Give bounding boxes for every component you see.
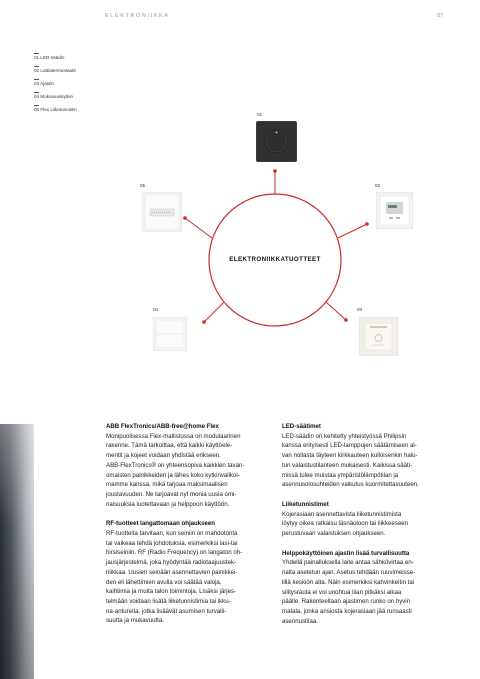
body-line: Monipuolisessa Flex-mallistossa on modulaarinen bbox=[106, 432, 241, 440]
spoke-dot-05 bbox=[183, 216, 187, 220]
body-line: löytyy oikea ratkaisu läsnäoloon tai liikkeeseen bbox=[282, 520, 409, 528]
index-item: 01 LED-säädin bbox=[34, 55, 65, 60]
body-line: nalta asetetun ajan. Asetus tehdään ruuvimeisse- bbox=[282, 569, 416, 577]
section-title: ELEKTRONIIKKA bbox=[105, 13, 170, 19]
body-line: matala, jonka ansiosta kojerasiaan jää runsaasti bbox=[282, 607, 412, 615]
comfort-switch-icon bbox=[153, 317, 187, 351]
body-line: päälle. Rakenteeltaan ajastimen runko on hyvin bbox=[282, 598, 411, 606]
body-line: kanssa erityisesti LED-lamppujen säätämiseen al- bbox=[282, 442, 417, 450]
spoke-03 bbox=[326, 302, 346, 320]
body-line: ABB-FlexTronics® on yhteensopiva kaikkien tavan- bbox=[106, 461, 245, 469]
body-line: Yhdellä painalluksella laite antaa sähkövirtaa en- bbox=[282, 559, 414, 567]
body-line: jausjärjestelmä, joka hyödyntää radiotaajuustek- bbox=[106, 559, 237, 567]
body-line: mamme kanssa, mikä tarjoaa maksimaalisen bbox=[106, 481, 228, 489]
body-line: RF-tuotteita tarvitaan, kun seiniin on mahdotonta bbox=[106, 530, 238, 538]
section-heading: Liiketunnistimet bbox=[282, 500, 329, 508]
body-line: lillä keskiön alta. Näin esimerkiksi kahvinkeitin tai bbox=[282, 578, 415, 586]
interior-photo-strip bbox=[0, 424, 34, 679]
index-item: 04 Mukavuuskytkin bbox=[34, 94, 74, 99]
body-line: suutta ja mukavuutta. bbox=[106, 617, 164, 625]
body-line: silitysrauta ei voi unohtua liian pitkäksi aikaa bbox=[282, 588, 402, 596]
spoke-05 bbox=[185, 218, 212, 238]
index-item: 02 Lattiatermostaatti bbox=[34, 68, 76, 73]
section-heading: Helppokäyttöinen ajastin lisää turvallisuutta bbox=[282, 549, 410, 557]
body-line: joustavuuden. Ne tarjoavat nyt monia uusia omi- bbox=[106, 490, 237, 498]
body-line: den eli lähettimien avulla voi säätää valoja, bbox=[106, 578, 222, 586]
page-number: 87 bbox=[437, 13, 444, 19]
section-heading: ABB FlexTronics/ABB-free@home Flex bbox=[106, 423, 219, 430]
body-line: naisuuksia luotettavaan ja helppoon käyttöön. bbox=[106, 500, 230, 508]
right-text-column bbox=[282, 422, 454, 626]
product-number: 02 bbox=[375, 183, 381, 188]
body-line: asennusolosuhteiden vaikutus kuormitettavuuteen. bbox=[282, 481, 419, 489]
motion-sensor-icon bbox=[142, 192, 182, 232]
body-line: LED-säädin on kehitetty yhteistyössä Philipsin bbox=[282, 432, 407, 440]
body-line: telmään voidaan lisätä liiketunnistimia tai ikku- bbox=[106, 597, 231, 605]
spoke-04 bbox=[204, 302, 224, 322]
body-line: missä tulee muistaa ympäristölämpötilan ja bbox=[282, 471, 399, 479]
body-line: tai vaikeaa tehdä johdotuksia, esimerkiksi lasi-tai bbox=[106, 539, 238, 547]
spoke-dot-01 bbox=[273, 169, 277, 173]
product-number: 01 bbox=[257, 112, 263, 117]
product-number: 03 bbox=[357, 307, 363, 312]
body-line: na-antureita, jotka lisäävät asumisen turvalli- bbox=[106, 607, 227, 615]
spoke-dot-03 bbox=[344, 318, 348, 322]
body-line: niikkaa. Uusien seinään asennettavien painikkei- bbox=[106, 568, 238, 576]
product-number: 04 bbox=[153, 307, 159, 312]
index-item: 03 Ajastin bbox=[34, 81, 54, 86]
body-line: hirsiseiniin. RF (Radio Frequency) on langaton oh- bbox=[106, 549, 243, 557]
section-heading: LED-säätimet bbox=[282, 423, 321, 430]
section-heading: RF-tuotteet langattomaan ohjaukseen bbox=[106, 520, 216, 528]
spoke-02 bbox=[338, 224, 367, 238]
body-line: van nollasta täyteen kirkkauteen kulloisenkin halu- bbox=[282, 452, 418, 460]
product-number: 05 bbox=[140, 183, 146, 188]
timer-icon bbox=[359, 317, 398, 356]
body-line: perustuvaan valaistuksen ohjaukseen. bbox=[282, 530, 386, 538]
spoke-dot-04 bbox=[202, 320, 206, 324]
body-line: rakenne. Tämä tarkoittaa, että kaikki käyttöele- bbox=[106, 442, 233, 450]
index-item: 05 Flex Liiketunnistin bbox=[34, 107, 77, 112]
left-text-column bbox=[106, 422, 276, 626]
led-dimmer-icon bbox=[256, 121, 297, 162]
spoke-dot-02 bbox=[365, 222, 369, 226]
body-line: omaisten painikkeiden ja lähes koko kytkinvalikoi- bbox=[106, 471, 240, 479]
body-line: Kojerasiaan asennettavista liiketunnistimista bbox=[282, 510, 402, 518]
body-line: mentit ja kojeet voidaan yhdistää erikseen. bbox=[106, 452, 221, 460]
body-line: asennustilaa. bbox=[282, 617, 318, 625]
body-line: tun valaistustilanteen mukaisesti. Kaikissa sääti- bbox=[282, 461, 413, 469]
body-line: kaihtimia ja muita talon toimintoja. Lisäksi järjes- bbox=[106, 588, 237, 596]
diagram-center-label: ELEKTRONIIKKATUOTTEET bbox=[229, 256, 321, 263]
floor-thermostat-icon bbox=[376, 192, 413, 229]
